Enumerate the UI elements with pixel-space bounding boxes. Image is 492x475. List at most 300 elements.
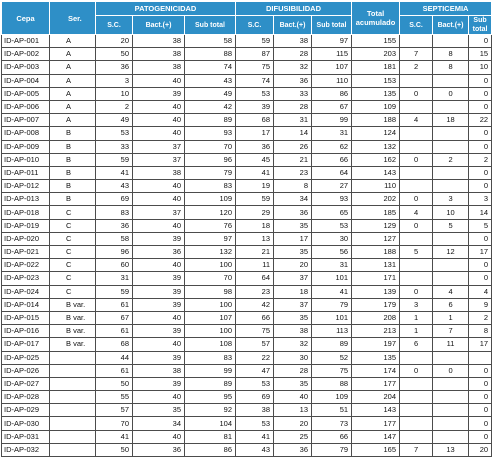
cell-pat-subtotal: 70 xyxy=(185,272,236,285)
cell-pat-subtotal: 100 xyxy=(185,259,236,272)
cell-sep-bact xyxy=(433,417,469,430)
cell-ser xyxy=(50,430,96,443)
cell-ser xyxy=(50,404,96,417)
cell-pat-subtotal: 76 xyxy=(185,219,236,232)
cell-pat-bact: 40 xyxy=(133,100,185,113)
cell-ser: B var. xyxy=(50,325,96,338)
cell-pat-subtotal: 93 xyxy=(185,127,236,140)
cell-pat-sc: 50 xyxy=(96,377,133,390)
cell-sep-bact: 0 xyxy=(433,364,469,377)
cell-ser: B var. xyxy=(50,298,96,311)
header-pat-subtotal: Sub total xyxy=(185,16,236,35)
cell-sep-bact: 2 xyxy=(433,153,469,166)
table-row xyxy=(2,61,492,74)
cell-ser: C xyxy=(50,232,96,245)
cell-total: 197 xyxy=(352,338,400,351)
cell-sep-subtotal: 10 xyxy=(469,61,492,74)
cell-pat-subtotal: 100 xyxy=(185,325,236,338)
cell-dif-subtotal: 65 xyxy=(312,206,352,219)
table-row xyxy=(2,298,492,311)
table-row xyxy=(2,272,492,285)
cell-sep-subtotal: 0 xyxy=(469,140,492,153)
cell-total: 147 xyxy=(352,430,400,443)
cell-pat-bact: 39 xyxy=(133,285,185,298)
cell-sep-sc xyxy=(400,35,433,48)
cell-cepa: ID-AP-014 xyxy=(2,298,50,311)
cell-sep-subtotal xyxy=(469,351,492,364)
cell-dif-bact: 18 xyxy=(274,285,312,298)
cell-dif-bact: 28 xyxy=(274,364,312,377)
cell-dif-subtotal: 89 xyxy=(312,338,352,351)
cell-dif-subtotal: 101 xyxy=(312,311,352,324)
cell-sep-bact: 5 xyxy=(433,219,469,232)
cell-sep-sc xyxy=(400,391,433,404)
cell-pat-sc: 31 xyxy=(96,272,133,285)
cell-sep-sc xyxy=(400,377,433,390)
cell-pat-bact: 39 xyxy=(133,377,185,390)
table-row xyxy=(2,285,492,298)
cell-pat-sc: 68 xyxy=(96,338,133,351)
cell-dif-sc: 29 xyxy=(236,206,274,219)
table-row xyxy=(2,87,492,100)
cell-ser: B var. xyxy=(50,311,96,324)
header-pat-bact: Bact.(+) xyxy=(133,16,185,35)
cell-sep-sc: 5 xyxy=(400,246,433,259)
cell-sep-sc xyxy=(400,351,433,364)
cell-dif-bact: 32 xyxy=(274,61,312,74)
cell-ser: B var. xyxy=(50,338,96,351)
cell-sep-sc: 6 xyxy=(400,338,433,351)
cell-pat-sc: 2 xyxy=(96,100,133,113)
cell-sep-subtotal: 17 xyxy=(469,246,492,259)
cell-sep-sc xyxy=(400,259,433,272)
cell-cepa: ID-AP-008 xyxy=(2,127,50,140)
cell-ser: B xyxy=(50,140,96,153)
cell-sep-bact xyxy=(433,272,469,285)
cell-dif-sc: 68 xyxy=(236,114,274,127)
header-septicemia: SEPTICEMIA xyxy=(400,2,492,16)
cell-pat-subtotal: 99 xyxy=(185,364,236,377)
cell-sep-bact: 11 xyxy=(433,338,469,351)
cell-pat-sc: 61 xyxy=(96,364,133,377)
cell-total: 165 xyxy=(352,443,400,456)
table-row xyxy=(2,74,492,87)
cell-total: 177 xyxy=(352,377,400,390)
cell-pat-sc: 33 xyxy=(96,140,133,153)
cell-total: 181 xyxy=(352,61,400,74)
cell-sep-subtotal: 22 xyxy=(469,114,492,127)
header-sep-bact: Bact.(+) xyxy=(433,16,469,35)
cell-pat-subtotal: 79 xyxy=(185,166,236,179)
cell-pat-subtotal: 104 xyxy=(185,417,236,430)
cell-total: 162 xyxy=(352,153,400,166)
cell-sep-subtotal: 0 xyxy=(469,87,492,100)
cell-sep-subtotal: 3 xyxy=(469,193,492,206)
cell-ser: B xyxy=(50,127,96,140)
cell-pat-subtotal: 81 xyxy=(185,430,236,443)
cell-dif-sc: 74 xyxy=(236,74,274,87)
cell-pat-bact: 38 xyxy=(133,364,185,377)
cell-pat-sc: 69 xyxy=(96,193,133,206)
cell-sep-bact xyxy=(433,391,469,404)
cell-dif-bact: 36 xyxy=(274,206,312,219)
cell-sep-bact: 12 xyxy=(433,246,469,259)
cell-ser xyxy=(50,391,96,404)
cell-ser: B xyxy=(50,193,96,206)
cell-sep-subtotal: 0 xyxy=(469,259,492,272)
cell-dif-subtotal: 51 xyxy=(312,404,352,417)
strain-results-table xyxy=(1,1,492,457)
cell-sep-bact xyxy=(433,35,469,48)
cell-dif-bact: 37 xyxy=(274,298,312,311)
cell-dif-subtotal: 110 xyxy=(312,74,352,87)
table-row xyxy=(2,259,492,272)
table-row xyxy=(2,325,492,338)
cell-pat-bact: 38 xyxy=(133,61,185,74)
cell-cepa: ID-AP-012 xyxy=(2,180,50,193)
cell-pat-sc: 96 xyxy=(96,246,133,259)
cell-ser xyxy=(50,351,96,364)
cell-pat-sc: 36 xyxy=(96,61,133,74)
cell-sep-sc xyxy=(400,74,433,87)
cell-pat-sc: 49 xyxy=(96,114,133,127)
header-dif-bact: Bact.(+) xyxy=(274,16,312,35)
cell-dif-sc: 45 xyxy=(236,153,274,166)
cell-sep-bact: 18 xyxy=(433,114,469,127)
cell-sep-bact: 0 xyxy=(433,87,469,100)
cell-pat-bact: 39 xyxy=(133,298,185,311)
cell-dif-bact: 21 xyxy=(274,153,312,166)
cell-dif-sc: 41 xyxy=(236,430,274,443)
cell-cepa: ID-AP-029 xyxy=(2,404,50,417)
cell-pat-bact: 40 xyxy=(133,219,185,232)
cell-pat-subtotal: 120 xyxy=(185,206,236,219)
cell-dif-bact: 8 xyxy=(274,180,312,193)
cell-sep-sc: 4 xyxy=(400,114,433,127)
cell-dif-subtotal: 107 xyxy=(312,61,352,74)
cell-total: 132 xyxy=(352,140,400,153)
cell-cepa: ID-AP-013 xyxy=(2,193,50,206)
cell-sep-subtotal: 0 xyxy=(469,232,492,245)
header-sep-subtotal: Sub total xyxy=(469,16,492,35)
cell-pat-bact: 37 xyxy=(133,140,185,153)
cell-pat-sc: 3 xyxy=(96,74,133,87)
cell-sep-sc xyxy=(400,100,433,113)
cell-pat-sc: 53 xyxy=(96,127,133,140)
cell-dif-bact: 35 xyxy=(274,377,312,390)
cell-sep-subtotal: 0 xyxy=(469,180,492,193)
cell-dif-bact: 20 xyxy=(274,259,312,272)
cell-dif-subtotal: 62 xyxy=(312,140,352,153)
cell-pat-sc: 20 xyxy=(96,35,133,48)
cell-dif-subtotal: 97 xyxy=(312,35,352,48)
cell-total: 131 xyxy=(352,259,400,272)
cell-ser xyxy=(50,417,96,430)
cell-dif-subtotal: 31 xyxy=(312,127,352,140)
cell-sep-bact xyxy=(433,180,469,193)
cell-sep-subtotal: 0 xyxy=(469,100,492,113)
cell-sep-subtotal: 0 xyxy=(469,127,492,140)
cell-dif-bact: 17 xyxy=(274,232,312,245)
cell-sep-bact: 7 xyxy=(433,325,469,338)
cell-pat-bact: 40 xyxy=(133,127,185,140)
cell-sep-bact xyxy=(433,351,469,364)
cell-cepa: ID-AP-001 xyxy=(2,35,50,48)
cell-dif-subtotal: 52 xyxy=(312,351,352,364)
cell-dif-bact: 38 xyxy=(274,35,312,48)
cell-sep-sc: 7 xyxy=(400,48,433,61)
table-row xyxy=(2,246,492,259)
table-row xyxy=(2,153,492,166)
cell-pat-bact: 39 xyxy=(133,272,185,285)
cell-pat-bact: 34 xyxy=(133,417,185,430)
cell-total: 110 xyxy=(352,180,400,193)
cell-sep-subtotal: 0 xyxy=(469,417,492,430)
cell-sep-bact: 8 xyxy=(433,48,469,61)
cell-dif-bact: 36 xyxy=(274,74,312,87)
cell-total: 202 xyxy=(352,193,400,206)
cell-dif-subtotal: 75 xyxy=(312,364,352,377)
cell-pat-bact: 38 xyxy=(133,48,185,61)
cell-sep-sc: 3 xyxy=(400,298,433,311)
cell-ser: C xyxy=(50,259,96,272)
table-row xyxy=(2,219,492,232)
cell-cepa: ID-AP-021 xyxy=(2,246,50,259)
cell-ser: B xyxy=(50,166,96,179)
cell-total: 188 xyxy=(352,114,400,127)
table-row xyxy=(2,377,492,390)
cell-dif-subtotal: 67 xyxy=(312,100,352,113)
cell-dif-bact: 28 xyxy=(274,100,312,113)
cell-pat-sc: 58 xyxy=(96,232,133,245)
cell-cepa: ID-AP-032 xyxy=(2,443,50,456)
cell-pat-bact: 40 xyxy=(133,391,185,404)
cell-pat-sc: 50 xyxy=(96,443,133,456)
cell-sep-bact xyxy=(433,140,469,153)
table-row xyxy=(2,430,492,443)
cell-dif-sc: 47 xyxy=(236,364,274,377)
cell-pat-sc: 10 xyxy=(96,87,133,100)
cell-dif-subtotal: 27 xyxy=(312,180,352,193)
cell-pat-bact: 35 xyxy=(133,404,185,417)
cell-sep-subtotal: 0 xyxy=(469,404,492,417)
table-row xyxy=(2,338,492,351)
cell-sep-bact: 13 xyxy=(433,443,469,456)
cell-pat-sc: 36 xyxy=(96,219,133,232)
cell-total: 129 xyxy=(352,219,400,232)
cell-pat-subtotal: 58 xyxy=(185,35,236,48)
cell-sep-sc xyxy=(400,272,433,285)
cell-sep-subtotal: 17 xyxy=(469,338,492,351)
cell-sep-sc xyxy=(400,404,433,417)
cell-total: 174 xyxy=(352,364,400,377)
cell-sep-subtotal: 2 xyxy=(469,311,492,324)
cell-cepa: ID-AP-017 xyxy=(2,338,50,351)
cell-ser: A xyxy=(50,100,96,113)
cell-dif-sc: 19 xyxy=(236,180,274,193)
cell-dif-subtotal: 64 xyxy=(312,166,352,179)
cell-pat-sc: 59 xyxy=(96,285,133,298)
cell-sep-sc: 0 xyxy=(400,285,433,298)
cell-cepa: ID-AP-031 xyxy=(2,430,50,443)
cell-pat-bact: 37 xyxy=(133,153,185,166)
cell-pat-subtotal: 70 xyxy=(185,140,236,153)
cell-dif-bact: 26 xyxy=(274,140,312,153)
cell-sep-subtotal: 0 xyxy=(469,272,492,285)
cell-total: 213 xyxy=(352,325,400,338)
cell-dif-sc: 22 xyxy=(236,351,274,364)
cell-total: 109 xyxy=(352,100,400,113)
cell-pat-sc: 61 xyxy=(96,298,133,311)
cell-cepa: ID-AP-019 xyxy=(2,219,50,232)
cell-dif-sc: 23 xyxy=(236,285,274,298)
cell-pat-sc: 43 xyxy=(96,180,133,193)
cell-pat-bact: 40 xyxy=(133,338,185,351)
cell-ser: C xyxy=(50,285,96,298)
cell-sep-subtotal: 0 xyxy=(469,74,492,87)
cell-total: 177 xyxy=(352,417,400,430)
cell-pat-sc: 57 xyxy=(96,404,133,417)
cell-total: 135 xyxy=(352,87,400,100)
cell-sep-sc: 4 xyxy=(400,206,433,219)
cell-dif-subtotal: 79 xyxy=(312,298,352,311)
cell-dif-subtotal: 66 xyxy=(312,430,352,443)
cell-pat-bact: 36 xyxy=(133,443,185,456)
cell-dif-bact: 40 xyxy=(274,391,312,404)
cell-cepa: ID-AP-002 xyxy=(2,48,50,61)
cell-total: 143 xyxy=(352,404,400,417)
cell-dif-sc: 69 xyxy=(236,391,274,404)
cell-sep-sc xyxy=(400,430,433,443)
cell-sep-sc: 1 xyxy=(400,325,433,338)
cell-pat-subtotal: 109 xyxy=(185,193,236,206)
cell-sep-subtotal: 0 xyxy=(469,377,492,390)
cell-dif-sc: 66 xyxy=(236,311,274,324)
cell-sep-bact xyxy=(433,404,469,417)
cell-ser: A xyxy=(50,87,96,100)
table-row xyxy=(2,100,492,113)
cell-total: 124 xyxy=(352,127,400,140)
cell-total: 171 xyxy=(352,272,400,285)
cell-dif-sc: 59 xyxy=(236,35,274,48)
table-row xyxy=(2,140,492,153)
header-dif-sc: S.C. xyxy=(236,16,274,35)
cell-pat-bact: 38 xyxy=(133,166,185,179)
cell-dif-subtotal: 41 xyxy=(312,285,352,298)
table-body xyxy=(2,35,492,457)
cell-pat-subtotal: 88 xyxy=(185,48,236,61)
cell-pat-sc: 61 xyxy=(96,325,133,338)
cell-ser: B xyxy=(50,153,96,166)
cell-dif-sc: 59 xyxy=(236,193,274,206)
cell-sep-sc xyxy=(400,140,433,153)
cell-ser xyxy=(50,443,96,456)
cell-dif-bact: 25 xyxy=(274,430,312,443)
cell-sep-bact: 1 xyxy=(433,311,469,324)
cell-sep-sc: 0 xyxy=(400,87,433,100)
header-difusibilidad: DIFUSIBILIDAD xyxy=(236,2,352,16)
cell-pat-subtotal: 97 xyxy=(185,232,236,245)
cell-dif-subtotal: 53 xyxy=(312,219,352,232)
cell-cepa: ID-AP-027 xyxy=(2,377,50,390)
cell-sep-subtotal: 5 xyxy=(469,219,492,232)
cell-sep-bact xyxy=(433,100,469,113)
cell-pat-bact: 40 xyxy=(133,74,185,87)
header-dif-subtotal: Sub total xyxy=(312,16,352,35)
cell-sep-bact: 4 xyxy=(433,285,469,298)
cell-ser: C xyxy=(50,246,96,259)
cell-sep-bact xyxy=(433,232,469,245)
cell-sep-bact xyxy=(433,166,469,179)
cell-dif-sc: 64 xyxy=(236,272,274,285)
cell-dif-sc: 38 xyxy=(236,404,274,417)
cell-pat-bact: 40 xyxy=(133,180,185,193)
cell-sep-sc xyxy=(400,417,433,430)
cell-cepa: ID-AP-018 xyxy=(2,206,50,219)
cell-pat-sc: 55 xyxy=(96,391,133,404)
cell-pat-subtotal: 108 xyxy=(185,338,236,351)
cell-sep-subtotal: 9 xyxy=(469,298,492,311)
cell-ser: C xyxy=(50,272,96,285)
cell-dif-bact: 28 xyxy=(274,48,312,61)
cell-dif-subtotal: 88 xyxy=(312,377,352,390)
cell-sep-sc xyxy=(400,180,433,193)
cell-cepa: ID-AP-003 xyxy=(2,61,50,74)
cell-dif-bact: 30 xyxy=(274,351,312,364)
cell-ser: C xyxy=(50,206,96,219)
cell-sep-subtotal: 0 xyxy=(469,364,492,377)
cell-pat-subtotal: 89 xyxy=(185,114,236,127)
cell-pat-sc: 67 xyxy=(96,311,133,324)
cell-total: 179 xyxy=(352,298,400,311)
cell-dif-sc: 17 xyxy=(236,127,274,140)
cell-cepa: ID-AP-009 xyxy=(2,140,50,153)
cell-pat-bact: 37 xyxy=(133,206,185,219)
table-row xyxy=(2,166,492,179)
cell-ser xyxy=(50,377,96,390)
cell-cepa: ID-AP-007 xyxy=(2,114,50,127)
cell-dif-sc: 75 xyxy=(236,325,274,338)
cell-pat-bact: 38 xyxy=(133,35,185,48)
cell-dif-bact: 35 xyxy=(274,246,312,259)
cell-pat-bact: 40 xyxy=(133,311,185,324)
cell-sep-bact xyxy=(433,377,469,390)
cell-sep-bact xyxy=(433,430,469,443)
cell-total: 208 xyxy=(352,311,400,324)
cell-dif-sc: 36 xyxy=(236,140,274,153)
cell-dif-bact: 34 xyxy=(274,193,312,206)
table-row xyxy=(2,232,492,245)
table-row xyxy=(2,48,492,61)
header-total-acumulado: Total acumulado xyxy=(352,2,400,35)
cell-dif-sc: 11 xyxy=(236,259,274,272)
cell-pat-bact: 40 xyxy=(133,259,185,272)
cell-sep-sc xyxy=(400,127,433,140)
cell-ser: B xyxy=(50,180,96,193)
cell-dif-sc: 21 xyxy=(236,246,274,259)
cell-ser: A xyxy=(50,74,96,87)
cell-ser: A xyxy=(50,48,96,61)
cell-sep-bact xyxy=(433,74,469,87)
cell-dif-bact: 38 xyxy=(274,325,312,338)
cell-cepa: ID-AP-020 xyxy=(2,232,50,245)
cell-pat-subtotal: 42 xyxy=(185,100,236,113)
cell-dif-bact: 36 xyxy=(274,443,312,456)
header-cepa: Cepa xyxy=(2,2,50,35)
cell-cepa: ID-AP-005 xyxy=(2,87,50,100)
cell-sep-subtotal: 0 xyxy=(469,430,492,443)
table-row xyxy=(2,193,492,206)
